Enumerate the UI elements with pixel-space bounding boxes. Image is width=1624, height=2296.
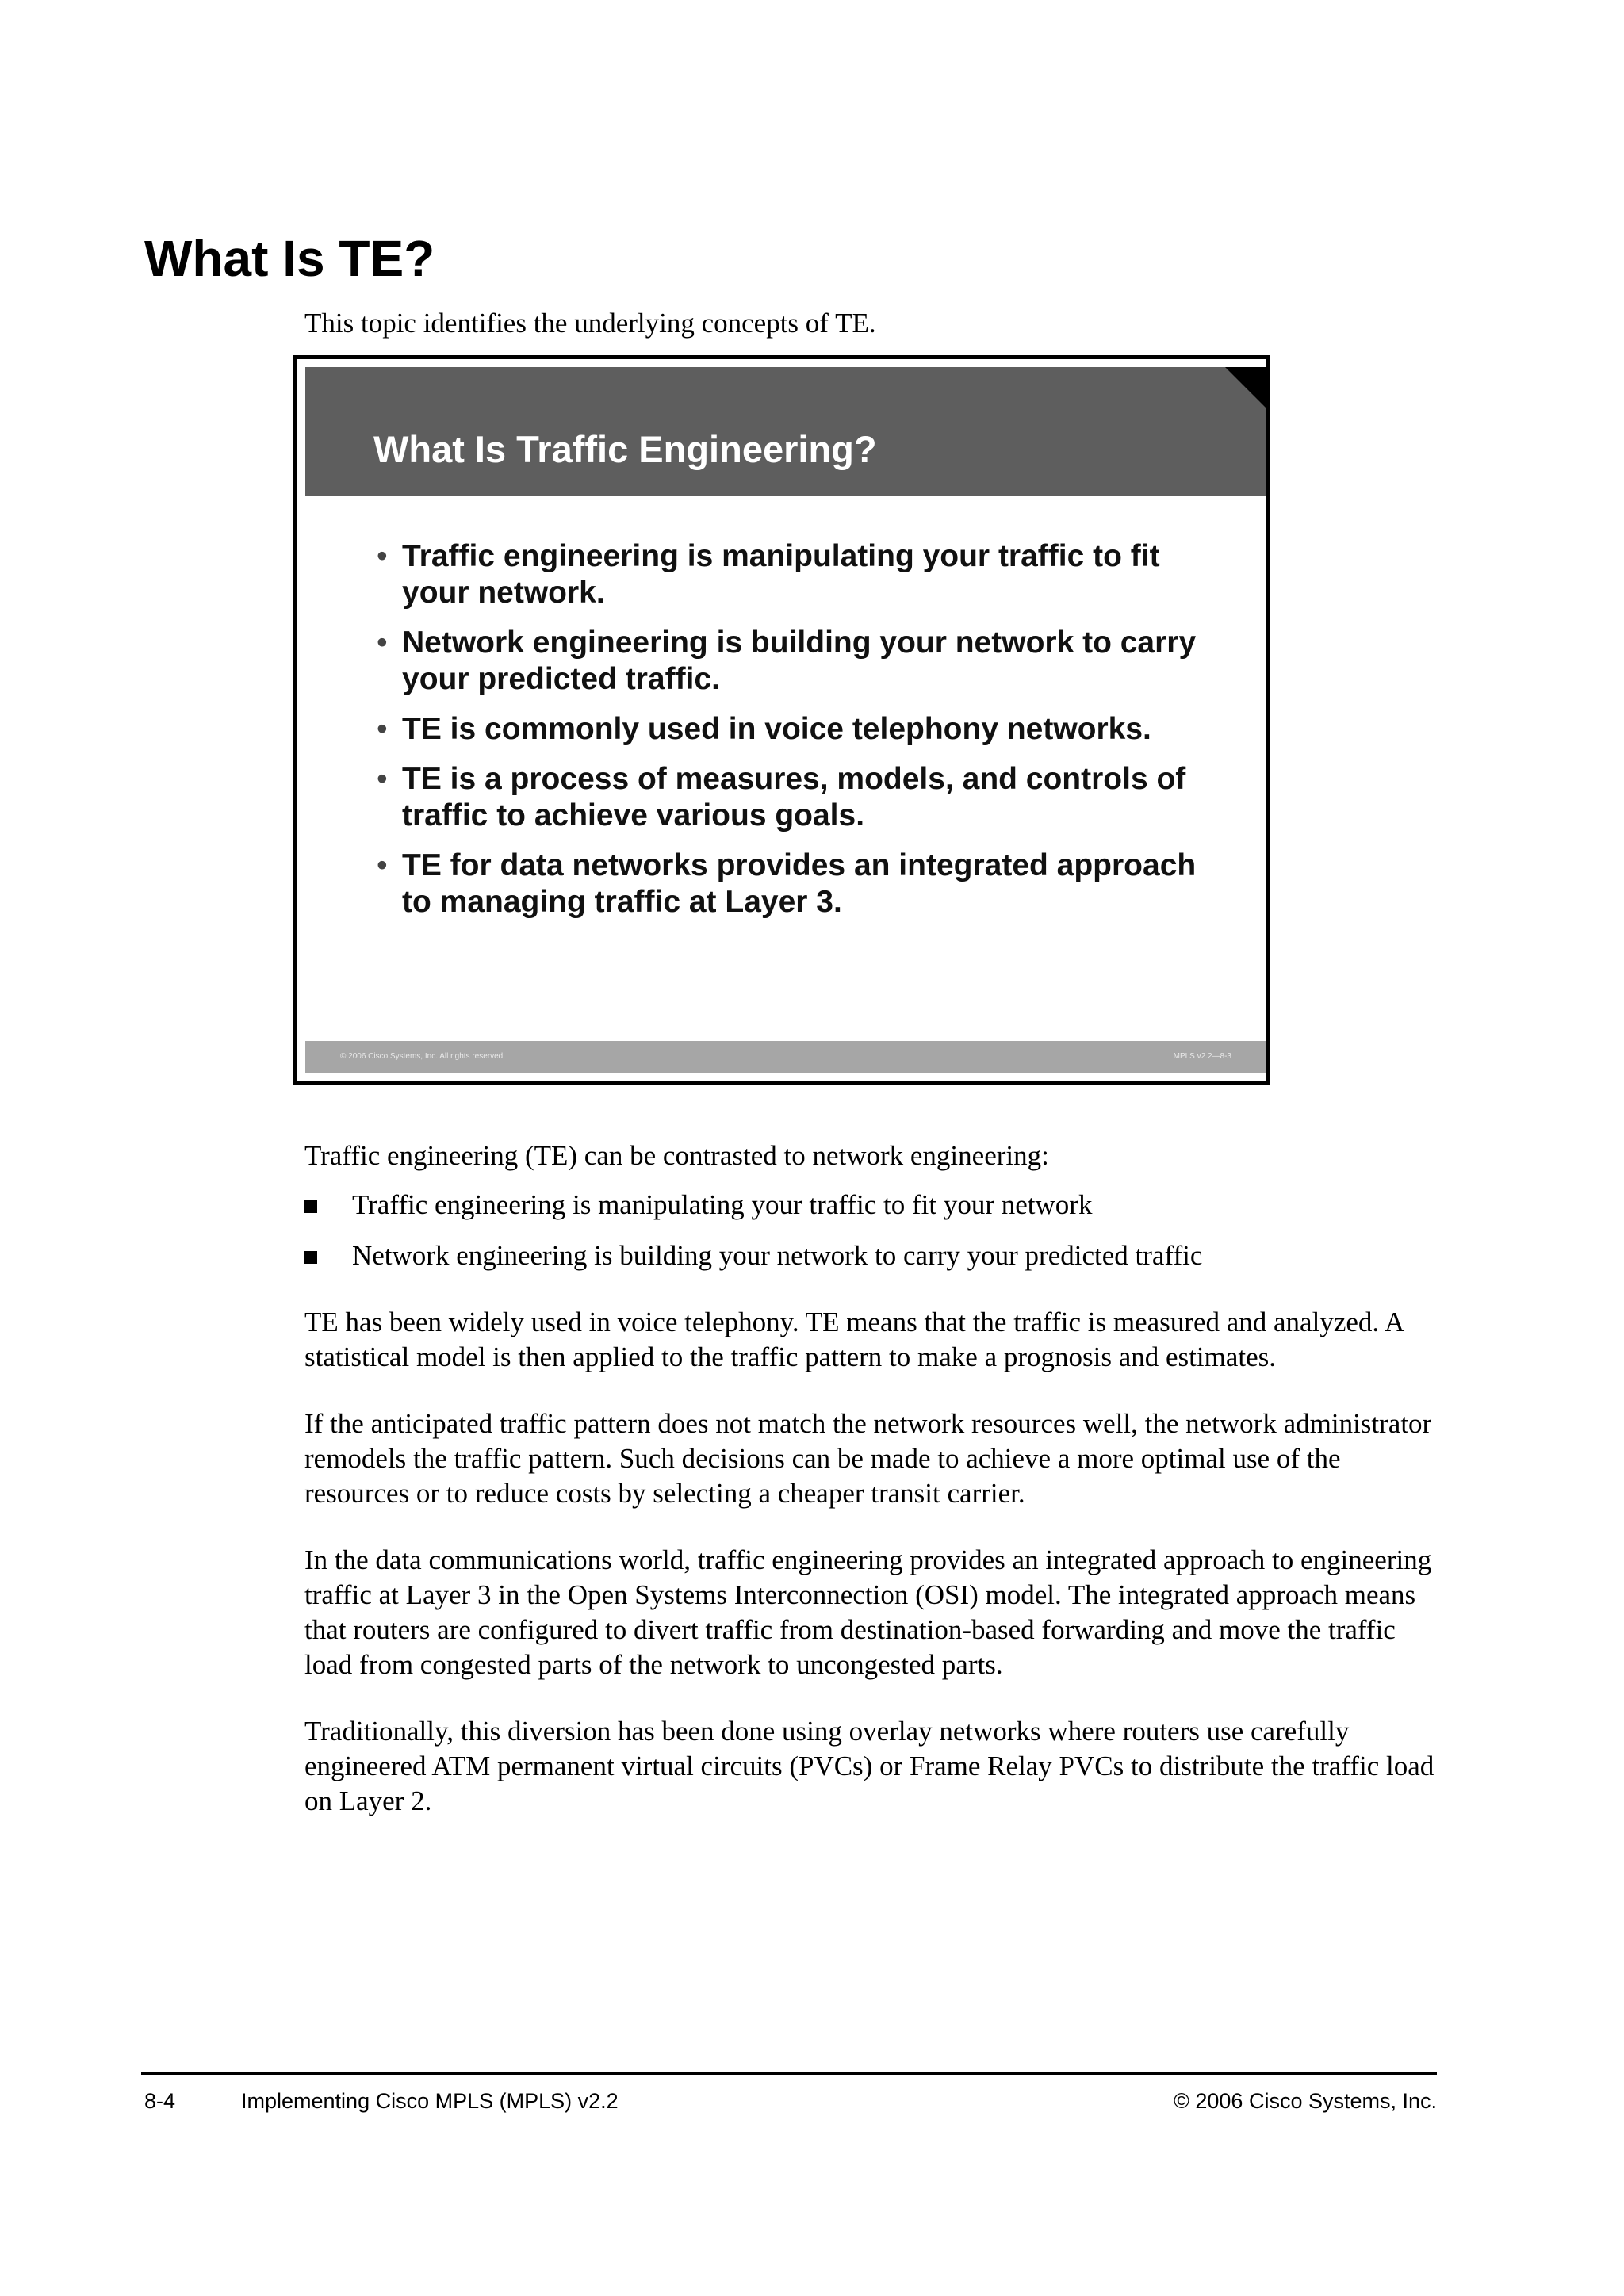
slide-bullet: • Traffic engineering is manipulating your traffic to fit your network. (377, 538, 1217, 611)
body-paragraph: Traditionally, this diversion has been done using overlay networks where routers use carefully engineered ATM permanent virtual circuits (PVCs) or Frame Relay PVCs to distribute the traffic load on Layer 2. (304, 1716, 1434, 1816)
footer-rule (141, 2072, 1437, 2075)
body-lead: Traffic engineering (TE) can be contrasted to network engineering: (304, 1140, 1049, 1171)
slide-footer-copyright: © 2006 Cisco Systems, Inc. All rights reserved. (340, 1052, 506, 1061)
slide-footer (305, 1041, 1266, 1073)
book-title: Implementing Cisco MPLS (MPLS) v2.2 (241, 2089, 619, 2113)
slide-title: What Is Traffic Engineering? (373, 428, 877, 470)
body-list (304, 1188, 1446, 1273)
slide-corner-mark (1225, 367, 1266, 408)
body-paragraph: TE has been widely used in voice telephony. TE means that the traffic is measured and analyzed. A statistical model is then applied to the traffic pattern to make a prognosis and estimates. (304, 1307, 1404, 1372)
slide-footer-id: MPLS v2.2—8-3 (1173, 1052, 1231, 1061)
body-paragraph: In the data communications world, traffic engineering provides an integrated approach to engineering traffic at Layer 3 in the Open Systems Interconnection (OSI) model. The integrated approach means that routers are configured to divert traffic from destination-based forwarding and move the traffic load from congested parts of the network to uncongested parts. (304, 1544, 1432, 1680)
slide-bullet: • TE for data networks provides an integrated approach to managing traffic at Layer 3. (377, 848, 1217, 920)
page-title: What Is TE? (144, 230, 435, 287)
body-paragraph: If the anticipated traffic pattern does not match the network resources well, the network administrator remodels the traffic pattern. Such decisions can be made to achieve a more optimal use of the resources or to reduce costs by selecting a cheaper transit carrier. (304, 1408, 1432, 1509)
page-number: 8-4 (144, 2089, 176, 2113)
list-item: Traffic engineering is manipulating your traffic to fit your network (304, 1188, 1446, 1223)
list-item: Network engineering is building your network to carry your predicted traffic (304, 1238, 1446, 1273)
slide-bullet: • TE is commonly used in voice telephony networks. (377, 711, 1217, 748)
slide-figure (293, 355, 1270, 1085)
slide-bullet-list (377, 538, 1217, 934)
footer-copyright: © 2006 Cisco Systems, Inc. (1173, 2089, 1437, 2113)
slide-bullet: • TE is a process of measures, models, and controls of traffic to achieve various goals. (377, 761, 1217, 834)
body-text (304, 1138, 1446, 1850)
slide-bullet: • Network engineering is building your network to carry your predicted traffic. (377, 625, 1217, 698)
intro-text: This topic identifies the underlying concepts of TE. (304, 308, 876, 339)
